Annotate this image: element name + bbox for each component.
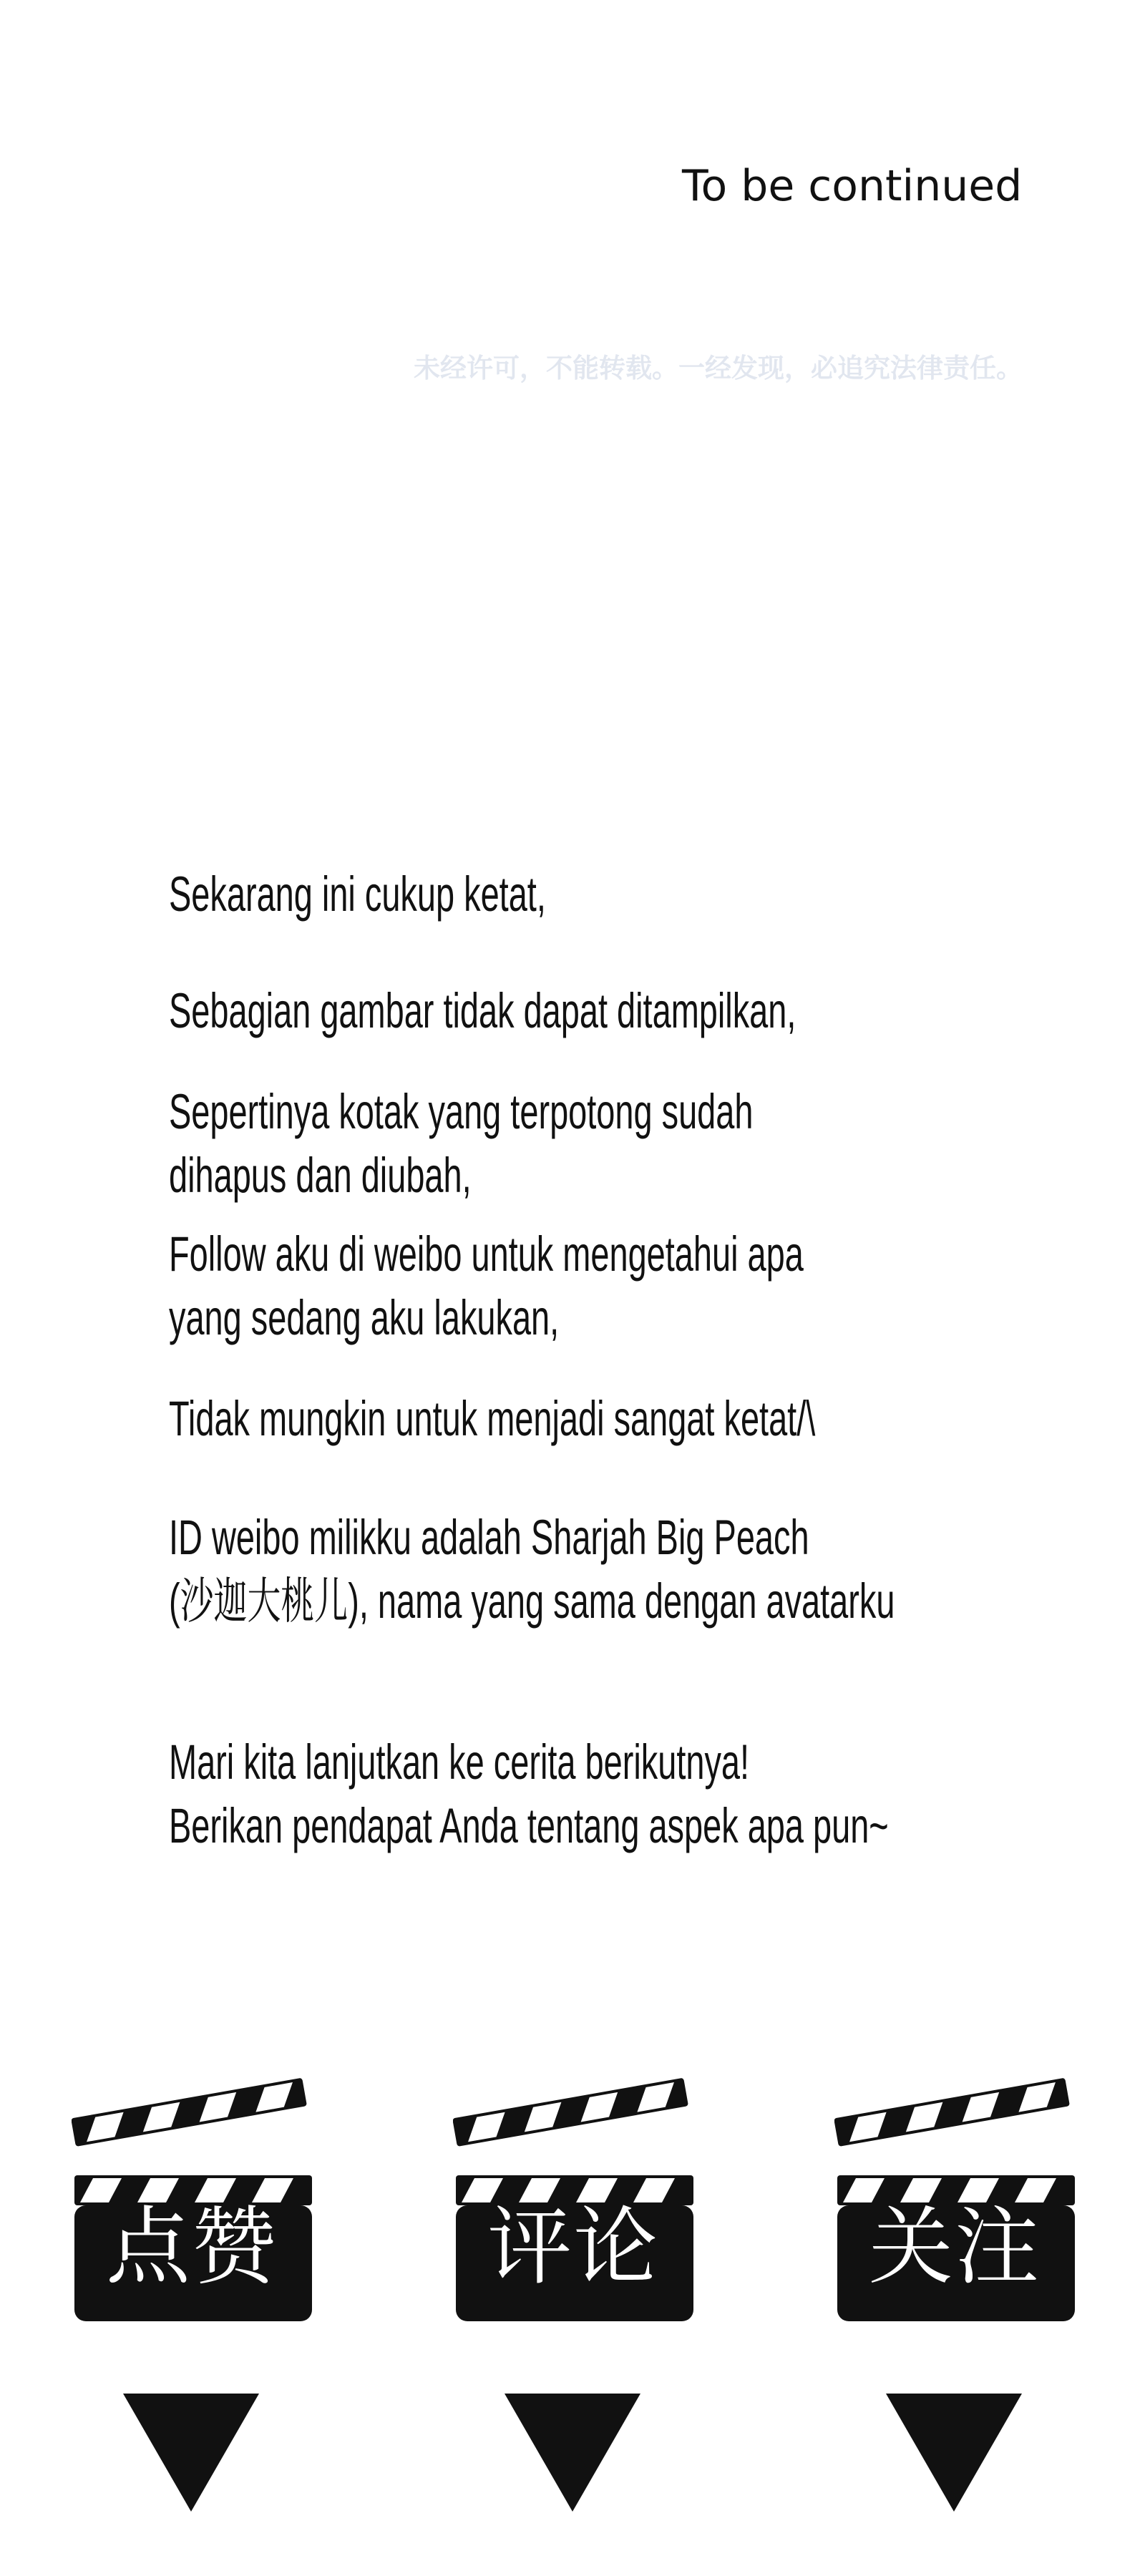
comment-label: 评论 — [487, 2197, 659, 2296]
author-note-3 — [169, 1080, 753, 1207]
note-line: dihapus dan diubah, — [169, 1148, 472, 1203]
author-note-6 — [169, 1506, 895, 1633]
author-note-2 — [169, 979, 796, 1043]
note-line: Tidak mungkin untuk menjadi sangat ketat/\ — [169, 1391, 816, 1446]
to-be-continued-text: To be continued — [682, 161, 1023, 211]
note-line: Berikan pendapat Anda tentang aspek apa pun~ — [169, 1798, 889, 1853]
author-note-5 — [169, 1387, 815, 1450]
note-line: Sebagian gambar tidak dapat ditampilkan, — [169, 983, 796, 1038]
down-arrow-icon[interactable] — [123, 2394, 259, 2512]
comment-button[interactable] — [453, 2068, 696, 2340]
note-line: yang sedang aku lakukan, — [169, 1290, 560, 1345]
follow-label: 关注 — [868, 2197, 1041, 2296]
down-arrow-icon[interactable] — [886, 2394, 1022, 2512]
like-label: 点赞 — [105, 2197, 278, 2296]
note-line: Mari kita lanjutkan ke cerita berikutnya! — [169, 1735, 750, 1790]
note-line: ID weibo milikku adalah Sharjah Big Peach — [169, 1510, 809, 1565]
copyright-watermark: 未经许可，不能转载。一经发现，必追究法律责任。 — [414, 353, 1023, 384]
like-button[interactable] — [72, 2068, 315, 2340]
note-line: (沙迦大桃儿), nama yang sama dengan avatarku — [169, 1574, 895, 1629]
down-arrow-icon[interactable] — [505, 2394, 640, 2512]
follow-button[interactable] — [834, 2068, 1078, 2340]
note-line: Sekarang ini cukup ketat, — [169, 867, 546, 922]
author-note-4 — [169, 1222, 804, 1350]
author-note-7 — [169, 1730, 889, 1858]
note-line: Sepertinya kotak yang terpotong sudah — [169, 1084, 754, 1139]
note-line: Follow aku di weibo untuk mengetahui apa — [169, 1226, 804, 1282]
author-note-1 — [169, 862, 546, 926]
